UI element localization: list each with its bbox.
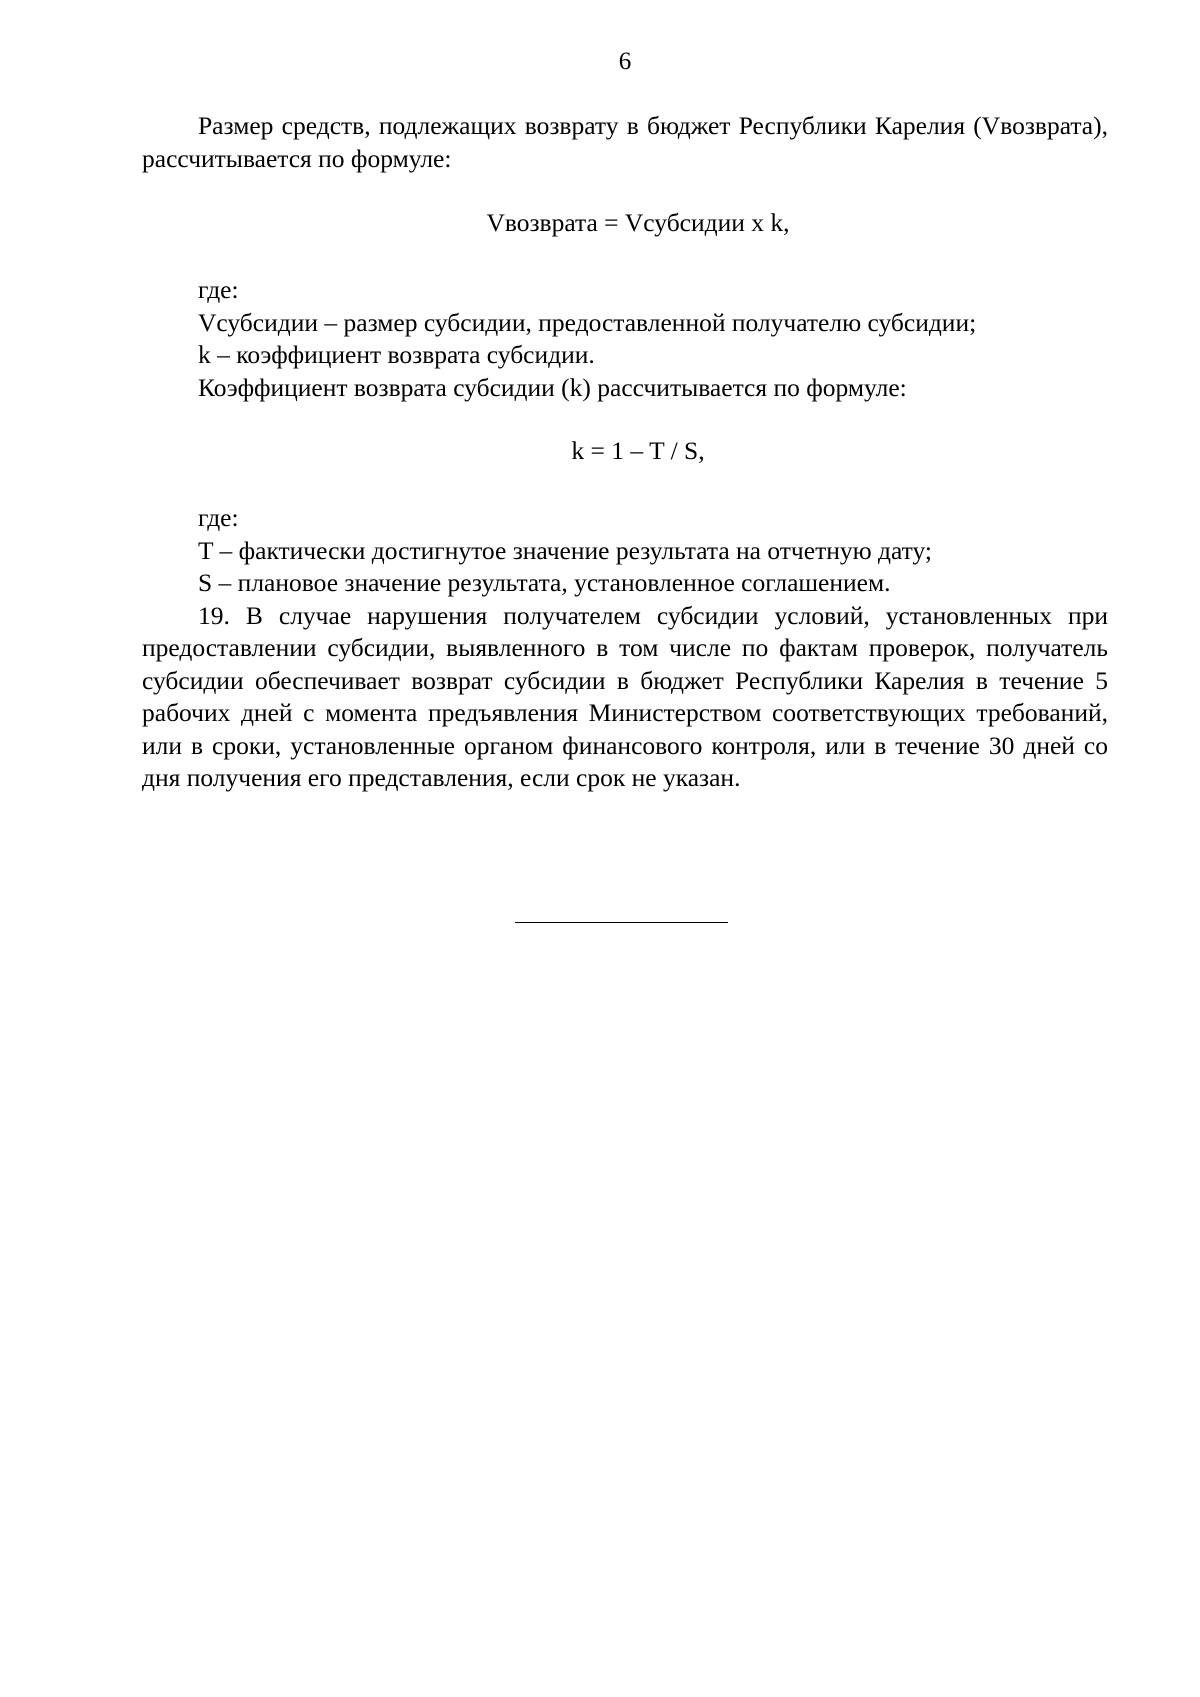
formula-k-container xyxy=(142,435,1108,468)
paragraph-def-k: k – коэффициент возврата субсидии. xyxy=(198,340,595,369)
end-of-document-rule xyxy=(515,922,728,923)
paragraph-return-amount: Размер средств, подлежащих возврату в бюджет Республики Карелия (Vвозврата), рассчитывается по формуле: xyxy=(142,111,1108,173)
paragraph-where-2: где: xyxy=(198,503,239,532)
paragraph-def-s: S – плановое значение результата, установленное соглашением. xyxy=(198,568,891,597)
paragraph-def-vsubsidy: Vсубсидии – размер субсидии, предоставленной получателю субсидии; xyxy=(198,307,977,337)
paragraph-k-formula-intro: Коэффициент возврата субсидии (k) рассчитывается по формуле: xyxy=(198,372,907,402)
paragraph-where-1: где: xyxy=(198,275,239,304)
definitions-block-1 xyxy=(142,274,1108,404)
definitions-block-2 xyxy=(142,502,1108,795)
formula-k: k = 1 – T / S, xyxy=(571,436,705,465)
page-number: 6 xyxy=(618,48,632,75)
paragraph-clause-19: 19. В случае нарушения получателем субсидии условий, установленных при предоставлении субсидии, выявленного в том числе по фактам проверок, получатель субсидии обеспечивает возврат субсидии в бюджет Республики Карелия в течение 5 рабочих дней с момента предъявления Министерством соответствующих требований, или в сроки, установленные органом финансового контроля, или в течение 30 дней со дня получения его представления, если срок не указан. xyxy=(142,600,1108,792)
paragraph-def-t: T – фактически достигнутое значение результата на отчетную дату; xyxy=(198,535,932,565)
intro-block xyxy=(142,110,1108,175)
formula-return-amount-container xyxy=(142,207,1108,240)
formula-return-amount: Vвозврата = Vсубсидии x k, xyxy=(486,208,790,237)
